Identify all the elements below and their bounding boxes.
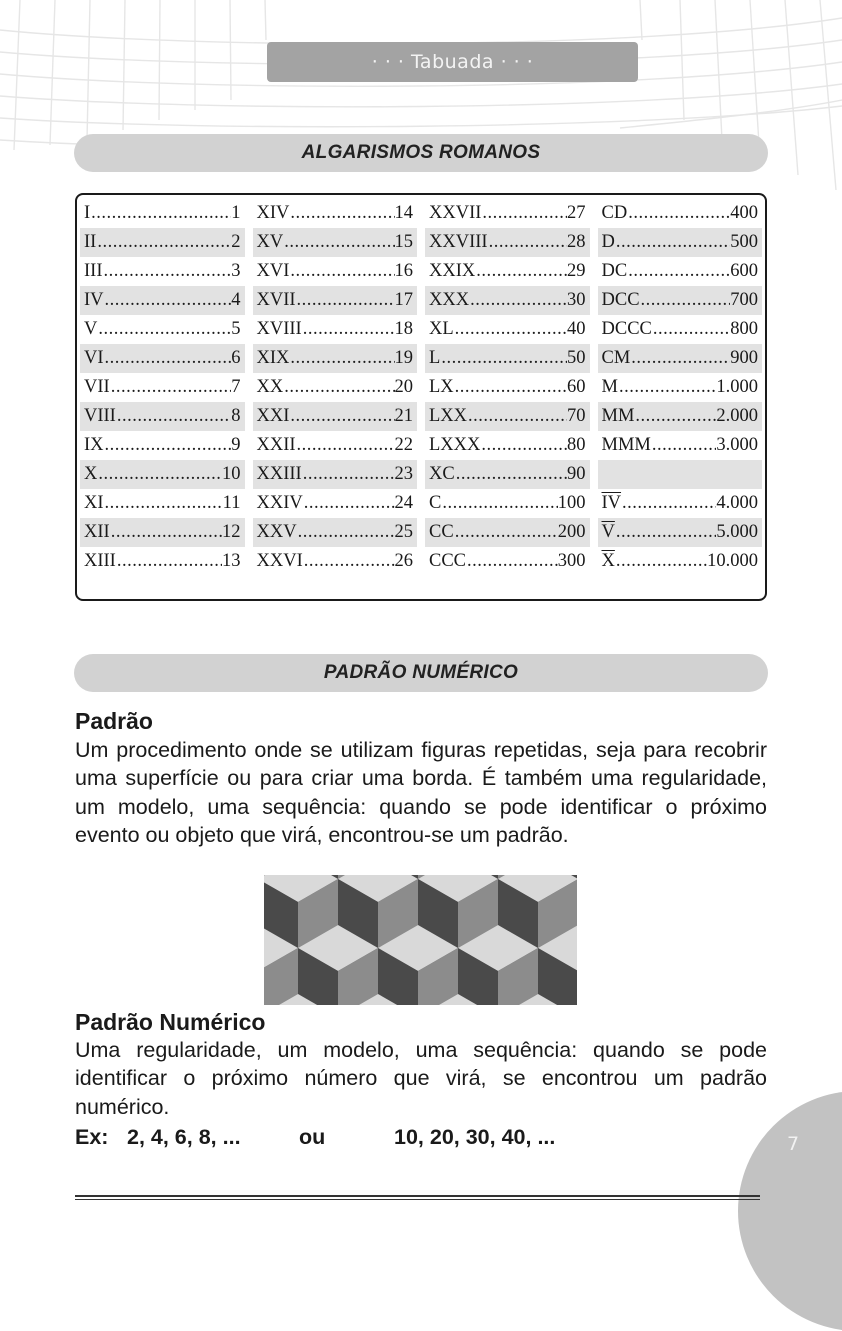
- dot-leader: [630, 348, 730, 369]
- numeral-cell: [253, 431, 418, 460]
- roman-numeral: MMM: [601, 435, 651, 455]
- roman-numeral: D: [601, 232, 615, 252]
- roman-numeral: LXXX: [429, 435, 481, 455]
- roman-numeral: XIV: [256, 203, 290, 223]
- roman-numeral: V: [84, 319, 98, 339]
- arabic-value: 300: [557, 551, 586, 571]
- dot-leader: [97, 464, 222, 485]
- numeral-cell: [598, 257, 763, 286]
- dot-leader: [102, 261, 231, 282]
- example-connector: ou: [299, 1125, 326, 1149]
- numeral-cell: [80, 402, 245, 431]
- roman-numeral: VI: [84, 348, 104, 368]
- roman-numeral: L: [429, 348, 441, 368]
- roman-numerals-table: [75, 193, 767, 601]
- arabic-value: 100: [557, 493, 586, 513]
- numeral-cell: [253, 286, 418, 315]
- numeral-cell: [425, 547, 590, 576]
- dot-leader: [90, 203, 231, 224]
- arabic-value: 5.000: [716, 522, 758, 542]
- roman-numeral: $\overline{V}$: [601, 522, 615, 542]
- dot-leader: [618, 377, 716, 398]
- numeral-cell: [425, 431, 590, 460]
- dot-leader: [110, 377, 232, 398]
- numeral-cell: [253, 199, 418, 228]
- arabic-value: 4.000: [716, 493, 758, 513]
- dot-leader: [615, 551, 707, 572]
- numeral-cell: [425, 257, 590, 286]
- numeral-cell: [253, 402, 418, 431]
- arabic-value: 10.000: [707, 551, 758, 571]
- dot-leader: [116, 406, 231, 427]
- arabic-value: 13: [222, 551, 241, 571]
- dot-leader: [640, 290, 731, 311]
- roman-numeral: XXIV: [256, 493, 303, 513]
- arabic-value: 29: [567, 261, 586, 281]
- roman-numeral: VII: [84, 377, 110, 397]
- roman-numeral: XXIX: [429, 261, 476, 281]
- arabic-value: 70: [567, 406, 586, 426]
- roman-numeral: XXX: [429, 290, 470, 310]
- dot-leader: [302, 464, 395, 485]
- roman-numeral: CM: [601, 348, 631, 368]
- roman-numeral: LXX: [429, 406, 468, 426]
- arabic-value: 26: [394, 551, 413, 571]
- numeral-cell: [425, 518, 590, 547]
- numeral-cell: [598, 315, 763, 344]
- dot-leader: [302, 319, 395, 340]
- arabic-value: 22: [394, 435, 413, 455]
- roman-numeral: VIII: [84, 406, 116, 426]
- arabic-value: 21: [394, 406, 413, 426]
- dot-leader: [621, 493, 716, 514]
- dot-leader: [454, 522, 558, 543]
- numeral-cell: [80, 431, 245, 460]
- dot-leader: [466, 551, 558, 572]
- roman-numeral: XI: [84, 493, 104, 513]
- dot-leader: [289, 261, 394, 282]
- dot-leader: [97, 319, 231, 340]
- numeral-cell: [80, 199, 245, 228]
- dot-leader: [104, 493, 223, 514]
- roman-numeral: DCCC: [601, 319, 652, 339]
- roman-numeral: XIX: [256, 348, 290, 368]
- arabic-value: 23: [394, 464, 413, 484]
- numeral-cell: [80, 547, 245, 576]
- numeral-cell: [598, 228, 763, 257]
- dot-leader: [615, 522, 717, 543]
- roman-numeral: I: [84, 203, 91, 223]
- dot-leader: [283, 232, 394, 253]
- arabic-value: 18: [394, 319, 413, 339]
- padrao-numerico-paragraph: Uma regularidade, um modelo, uma sequência: quando se pode identificar o próximo número que virá, se encontrou um padrão numérico.: [75, 1038, 767, 1119]
- arabic-value: 50: [567, 348, 586, 368]
- roman-numeral: MM: [601, 406, 635, 426]
- numeral-cell: [80, 286, 245, 315]
- example-sequence-1: 2, 4, 6, 8, ...: [127, 1125, 241, 1149]
- numeral-cell: [80, 228, 245, 257]
- arabic-value: 3: [231, 261, 241, 281]
- dot-leader: [455, 464, 567, 485]
- arabic-value: 1: [231, 203, 241, 223]
- arabic-value: 200: [557, 522, 586, 542]
- section-title-numeric-pattern: PADRÃO NUMÉRICO: [74, 654, 768, 692]
- dot-leader: [116, 551, 222, 572]
- roman-numeral: X: [84, 464, 98, 484]
- numeral-cell: [598, 373, 763, 402]
- roman-numeral: CCC: [429, 551, 467, 571]
- dot-leader: [104, 435, 232, 456]
- roman-numeral: XXVI: [256, 551, 303, 571]
- arabic-value: 40: [567, 319, 586, 339]
- arabic-value: 24: [394, 493, 413, 513]
- arabic-value: 12: [222, 522, 241, 542]
- arabic-value: 400: [730, 203, 758, 223]
- dot-leader: [475, 261, 567, 282]
- arabic-value: 30: [567, 290, 586, 310]
- numeral-cell: [425, 199, 590, 228]
- arabic-value: 700: [730, 290, 758, 310]
- numeral-cell: [598, 547, 763, 576]
- numeral-cell: [425, 286, 590, 315]
- dot-leader: [467, 406, 567, 427]
- dot-leader: [296, 435, 395, 456]
- roman-numeral: CD: [601, 203, 628, 223]
- numeral-cell: [80, 489, 245, 518]
- numeral-cell: [253, 315, 418, 344]
- header-title: · · · Tabuada · · ·: [267, 42, 638, 82]
- dot-leader: [627, 261, 730, 282]
- numeral-cell: [598, 286, 763, 315]
- section-title-roman-numerals: ALGARISMOS ROMANOS: [74, 134, 768, 172]
- dot-leader: [441, 493, 557, 514]
- dot-leader: [303, 493, 395, 514]
- arabic-value: 7: [231, 377, 241, 397]
- padrao-paragraph: Um procedimento onde se utilizam figuras repetidas, seja para recobrir uma superfície ou para criar uma borda. É também uma regularidade, um modelo, uma sequência: quando se pode identificar o próximo evento ou objeto que virá, encontrou-se um padrão.: [75, 738, 767, 847]
- dot-leader: [627, 203, 730, 224]
- dot-leader: [303, 551, 395, 572]
- arabic-value: 11: [222, 493, 241, 513]
- numeral-cell: [425, 460, 590, 489]
- roman-numeral: XC: [429, 464, 455, 484]
- dot-leader: [651, 435, 717, 456]
- arabic-value: 2: [231, 232, 241, 252]
- numeral-cell: [253, 460, 418, 489]
- arabic-value: 3.000: [716, 435, 758, 455]
- example-sequence-2: 10, 20, 30, 40, ...: [394, 1125, 556, 1149]
- arabic-value: 8: [231, 406, 241, 426]
- dot-leader: [110, 522, 222, 543]
- numeral-cell: [598, 402, 763, 431]
- numeral-cell: [80, 315, 245, 344]
- roman-numeral: XVII: [256, 290, 296, 310]
- roman-numeral: XXV: [256, 522, 297, 542]
- arabic-value: 4: [231, 290, 241, 310]
- page-number-badge: [738, 1091, 842, 1331]
- numeral-cell: [80, 257, 245, 286]
- padrao-heading: Padrão: [75, 708, 153, 734]
- dot-leader: [104, 290, 232, 311]
- numeral-cell: [598, 518, 763, 547]
- arabic-value: 16: [394, 261, 413, 281]
- roman-numeral: XXI: [256, 406, 290, 426]
- numeral-cell: [598, 489, 763, 518]
- arabic-value: 90: [567, 464, 586, 484]
- numeral-cell: [80, 460, 245, 489]
- roman-numeral: DCC: [601, 290, 640, 310]
- roman-numeral: $\overline{X}$: [601, 551, 615, 571]
- arabic-value: 60: [567, 377, 586, 397]
- dot-leader: [469, 290, 567, 311]
- dot-leader: [297, 522, 395, 543]
- roman-numeral: M: [601, 377, 618, 397]
- dot-leader: [454, 319, 567, 340]
- dot-leader: [454, 377, 567, 398]
- roman-numeral: XXVII: [429, 203, 482, 223]
- arabic-value: 800: [730, 319, 758, 339]
- dot-leader: [104, 348, 232, 369]
- arabic-value: 25: [394, 522, 413, 542]
- numeral-cell: [80, 373, 245, 402]
- numeral-cell: [253, 228, 418, 257]
- roman-numeral: CC: [429, 522, 454, 542]
- dot-leader: [480, 435, 567, 456]
- roman-numeral: XII: [84, 522, 110, 542]
- roman-numeral: DC: [601, 261, 628, 281]
- arabic-value: 1.000: [716, 377, 758, 397]
- roman-numeral: II: [84, 232, 97, 252]
- arabic-value: 80: [567, 435, 586, 455]
- page-number: 7: [786, 1133, 800, 1155]
- numeral-cell: [425, 228, 590, 257]
- dot-leader: [296, 290, 395, 311]
- roman-numeral: XXVIII: [429, 232, 488, 252]
- dot-leader: [440, 348, 567, 369]
- arabic-value: 17: [394, 290, 413, 310]
- arabic-value: 14: [394, 203, 413, 223]
- roman-numeral: XVIII: [256, 319, 302, 339]
- dot-leader: [96, 232, 231, 253]
- arabic-value: 28: [567, 232, 586, 252]
- arabic-value: 6: [231, 348, 241, 368]
- roman-numeral: IX: [84, 435, 104, 455]
- roman-numeral: XXIII: [256, 464, 302, 484]
- roman-numeral: III: [84, 261, 103, 281]
- roman-numeral: XX: [256, 377, 284, 397]
- roman-numeral: XXII: [256, 435, 296, 455]
- numeral-cell: [598, 344, 763, 373]
- dot-leader: [289, 406, 394, 427]
- dot-leader: [289, 348, 394, 369]
- numeral-cell: [253, 344, 418, 373]
- cube-pattern-image: [264, 875, 577, 1005]
- dot-leader: [488, 232, 567, 253]
- roman-numeral: $\overline{IV}$: [601, 493, 622, 513]
- numeral-cell: [253, 373, 418, 402]
- numeral-cell: [425, 344, 590, 373]
- arabic-value: 5: [231, 319, 241, 339]
- arabic-value: 9: [231, 435, 241, 455]
- dot-leader: [289, 203, 394, 224]
- numeral-cell: [425, 315, 590, 344]
- roman-numeral: XV: [256, 232, 284, 252]
- numeral-cell: [598, 431, 763, 460]
- numeral-cell: [598, 199, 763, 228]
- numeral-cell: [253, 518, 418, 547]
- arabic-value: 19: [394, 348, 413, 368]
- numeral-cell: [253, 489, 418, 518]
- roman-numeral: IV: [84, 290, 104, 310]
- roman-numeral: XL: [429, 319, 454, 339]
- numeral-cell: [425, 402, 590, 431]
- arabic-value: 900: [730, 348, 758, 368]
- dot-leader: [283, 377, 394, 398]
- arabic-value: 600: [730, 261, 758, 281]
- numeral-cell: [253, 257, 418, 286]
- footer-rule-thin: [75, 1199, 760, 1200]
- roman-numeral: LX: [429, 377, 454, 397]
- dot-leader: [634, 406, 716, 427]
- arabic-value: 27: [567, 203, 586, 223]
- numeral-cell: [425, 489, 590, 518]
- dot-leader: [652, 319, 730, 340]
- example-label: Ex:: [75, 1125, 109, 1149]
- numeral-cell: [425, 373, 590, 402]
- arabic-value: 15: [394, 232, 413, 252]
- dot-leader: [615, 232, 730, 253]
- arabic-value: 20: [394, 377, 413, 397]
- arabic-value: 2.000: [716, 406, 758, 426]
- numeral-cell: [80, 344, 245, 373]
- empty-cell: [598, 460, 763, 489]
- arabic-value: 500: [730, 232, 758, 252]
- footer-rule: [75, 1195, 760, 1197]
- dot-leader: [481, 203, 567, 224]
- numeral-cell: [253, 547, 418, 576]
- roman-numeral: XVI: [256, 261, 290, 281]
- padrao-numerico-heading: Padrão Numérico: [75, 1009, 266, 1035]
- numeral-cell: [80, 518, 245, 547]
- roman-numeral: C: [429, 493, 442, 513]
- arabic-value: 10: [222, 464, 241, 484]
- roman-numeral: XIII: [84, 551, 116, 571]
